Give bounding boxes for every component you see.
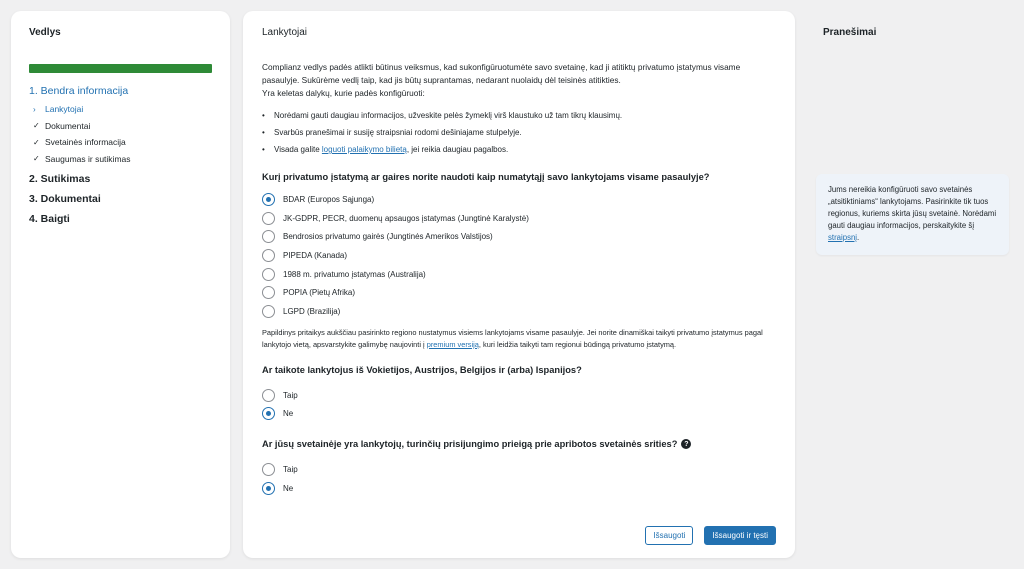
form-actions [645,526,776,545]
radio-label: Bendrosios privatumo gairės (Jungtinės Amerikos Valstijos) [283,232,493,242]
notice-card [816,174,1009,255]
radio-option[interactable] [262,283,776,302]
radio-label: Taip [283,465,298,475]
help-icon[interactable]: ? [681,439,691,449]
wizard-title: Vedlys [29,27,61,38]
region-note [262,327,776,351]
wizard-step-documents[interactable]: 3. Dokumentai [29,193,101,205]
radio-button[interactable] [262,389,275,402]
tip-text: Visada galite [274,145,322,154]
notices-title: Pranešimai [823,27,877,38]
chevron-right-icon: › [33,104,36,114]
intro-subheading: Yra keletas dalykų, kurie padės konfigūruoti: [262,88,425,98]
restricted-area-options [262,460,776,497]
wizard-substep-label: Dokumentai [45,120,91,131]
tip-item: • Norėdami gauti daugiau informacijos, užveskite pelės žymeklį virš klaustuko už tam tikrų klausimų. [262,111,776,121]
radio-label: JK-GDPR, PECR, duomenų apsaugos įstatymas (Jungtinė Karalystė) [283,213,529,223]
wizard-substep-site-info[interactable] [33,134,212,151]
tip-item: • Svarbūs pranešimai ir susiję straipsniai rodomi dešiniajame stulpelyje. [262,128,776,138]
radio-button[interactable] [262,249,275,262]
article-link[interactable]: straipsnį [828,233,858,242]
wizard-substep-label: Lankytojai [45,104,84,115]
wizard-panel [11,11,230,558]
radio-button[interactable] [262,268,275,281]
radio-label: BDAR (Europos Sąjunga) [283,194,375,204]
question-target-countries: Ar taikote lankytojus iš Vokietijos, Austrijos, Belgijos ir (arba) Ispanijos? [262,364,582,375]
radio-option[interactable] [262,227,776,246]
radio-option-no[interactable] [262,405,776,424]
support-ticket-link[interactable]: loguoti palaikymo bilietą [321,145,407,154]
radio-option[interactable] [262,246,776,265]
radio-button[interactable] [262,463,275,476]
wizard-substep-visitors[interactable] [33,101,212,118]
premium-version-link[interactable]: premium versiją [426,339,479,349]
radio-label: LGPD (Brazilija) [283,306,341,316]
wizard-substeps [33,101,212,167]
privacy-law-options [262,190,776,321]
checkmark-icon: ✓ [33,121,40,131]
intro-paragraph: Complianz vedlys padės atlikti būtinus veiksmus, kad sukonfigūruotumėte savo svetainę, kad ji atitiktų privatumo įstatymus visame pasaulyje. Sukūrėme vedlį taip, kad jis būtų suprantamas, nedarant nuolaidų dėl teisinės atitikties. [262,62,741,85]
wizard-substep-label: Saugumas ir sutikimas [45,153,131,164]
radio-button[interactable] [262,407,275,420]
note-text: Papildinys pritaikys aukščiau pasirinkto regiono nustatymus visiems lankytojams visame pasaulyje. Jei norite dinamiškai taikyti privatumo įstatymus pagal lankytojo vietą, apsvarstykite galimybę naujovinti į [262,327,763,349]
radio-option-yes[interactable] [262,386,776,405]
radio-button[interactable] [262,193,275,206]
radio-button[interactable] [262,212,275,225]
wizard-step-general-info[interactable]: 1. Bendra informacija [29,85,129,97]
tip-text: , jei reikia daugiau pagalbos. [406,145,509,154]
note-text: , kuri leidžia taikyti tam regionui būdingą privatumo įstatymą. [478,339,677,349]
tip-item [262,145,776,155]
save-button[interactable]: Išsaugoti [645,526,693,545]
radio-option-no[interactable] [262,479,776,498]
checkmark-icon: ✓ [33,137,40,147]
intro-text [262,61,776,100]
checkmark-icon: ✓ [33,154,40,164]
wizard-substep-label: Svetainės informacija [45,137,126,148]
wizard-substep-documents[interactable] [33,118,212,135]
notice-text: . [857,233,860,242]
radio-button[interactable] [262,286,275,299]
radio-label: POPIA (Pietų Afrika) [283,288,356,298]
wizard-step-consent[interactable]: 2. Sutikimas [29,173,91,185]
radio-label: Taip [283,390,298,400]
page-title: Lankytojai [262,27,308,38]
radio-label: Ne [283,409,294,419]
question-default-privacy-law: Kurį privatumo įstatymą ar gaires norite naudoti kaip numatytąjį savo lankytojams visame pasaulyje? [262,172,710,182]
radio-button[interactable] [262,305,275,318]
wizard-substep-security-consent[interactable] [33,151,212,168]
save-and-continue-button[interactable]: Išsaugoti ir tęsti [704,526,776,545]
wizard-step-finish[interactable]: 4. Baigti [29,213,70,225]
radio-button[interactable] [262,230,275,243]
radio-option[interactable] [262,302,776,321]
radio-label: Ne [283,483,294,493]
radio-option-yes[interactable] [262,460,776,479]
radio-button[interactable] [262,482,275,495]
radio-option[interactable] [262,190,776,209]
question-restricted-area [262,439,776,449]
wizard-progress-bar [29,64,212,73]
notice-text: Jums nereikia konfigūruoti savo svetainės „atsitiktiniams“ lankytojams. Pasirinkite tik tuos regionus, kuriems skirta jūsų svetainė. Norėdami gauti daugiau informacijos, perskaitykite šį [828,185,997,230]
question-text: Ar jūsų svetainėje yra lankytojų, turinčių prisijungimo prieigą prie apribotos svetainės srities? [262,439,678,450]
radio-label: 1988 m. privatumo įstatymas (Australija) [283,269,426,279]
target-countries-options [262,386,776,423]
radio-option[interactable] [262,209,776,228]
main-panel [243,11,795,558]
radio-label: PIPEDA (Kanada) [283,250,348,260]
tips-list [262,111,776,155]
radio-option[interactable] [262,265,776,284]
